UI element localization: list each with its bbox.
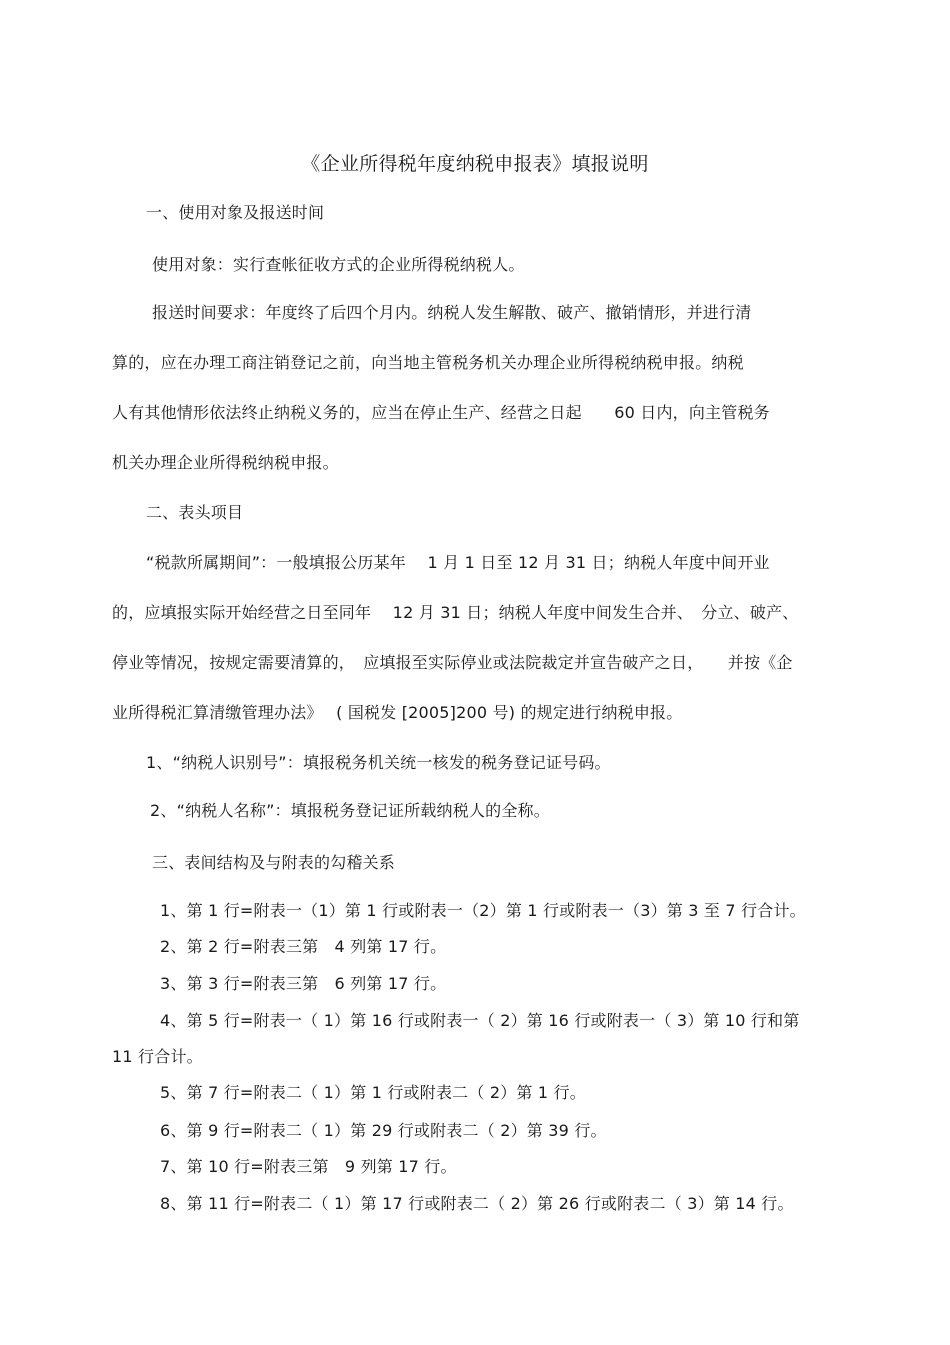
list-item: 4、第 5 行=附表一（ 1）第 16 行或附表一（ 2）第 16 行或附表一（ 3）第 10 行和第 (160, 1011, 800, 1030)
document-title: 《企业所得税年度纳税申报表》填报说明 (301, 153, 649, 175)
paragraph-line: 停业等情况，按规定需要清算的， 应填报至实际停业或法院裁定并宣告破产之日， 并按《企 (112, 653, 793, 672)
section-heading-1: 一、使用对象及报送时间 (146, 203, 325, 222)
list-item: 7、第 10 行=附表三第 9 列第 17 行。 (160, 1157, 457, 1176)
list-item: 6、第 9 行=附表二（ 1）第 29 行或附表二（ 2）第 39 行。 (160, 1121, 607, 1140)
paragraph-line: 机关办理企业所得税纳税申报。 (112, 453, 339, 472)
list-item: 5、第 7 行=附表二（ 1）第 1 行或附表二（ 2）第 1 行。 (160, 1083, 586, 1102)
list-item: 3、第 3 行=附表三第 6 列第 17 行。 (160, 974, 447, 993)
paragraph-usage-target: 使用对象：实行查帐征收方式的企业所得税纳税人。 (152, 255, 525, 274)
paragraph-line: 业所得税汇算清缴管理办法》 ( 国税发 [2005]200 号) 的规定进行纳税申报。 (112, 703, 683, 722)
paragraph-line: 的，应填报实际开始经营之日至同年 12 月 31 日；纳税人年度中间发生合并、 分立、破产、 (112, 603, 799, 622)
list-item: 2、第 2 行=附表三第 4 列第 17 行。 (160, 937, 447, 956)
list-item: 1、“纳税人识别号”：填报税务机关统一核发的税务登记证号码。 (146, 753, 611, 772)
section-heading-2: 二、表头项目 (146, 503, 244, 522)
list-item: 2、“纳税人名称”：填报税务登记证所载纳税人的全称。 (150, 801, 550, 820)
paragraph-line: 算的，应在办理工商注销登记之前，向当地主管税务机关办理企业所得税纳税申报。纳税 (112, 353, 744, 372)
section-heading-3: 三、表间结构及与附表的勾稽关系 (152, 853, 396, 872)
paragraph-line: 人有其他情形依法终止纳税义务的，应当在停止生产、经营之日起 60 日内，向主管税务 (112, 403, 770, 422)
list-item: 1、第 1 行=附表一（1）第 1 行或附表一（2）第 1 行或附表一（3）第 3 至 7 行合计。 (160, 901, 806, 920)
paragraph-line: “税款所属期间”：一般填报公历某年 1 月 1 日至 12 月 31 日；纳税人年度中间开业 (146, 553, 770, 572)
list-item: 8、第 11 行=附表二（ 1）第 17 行或附表二（ 2）第 26 行或附表二（ 3）第 14 行。 (160, 1194, 794, 1213)
list-item-continuation: 11 行合计。 (112, 1047, 203, 1066)
paragraph-line: 报送时间要求：年度终了后四个月内。纳税人发生解散、破产、撤销情形，并进行清 (152, 303, 752, 322)
